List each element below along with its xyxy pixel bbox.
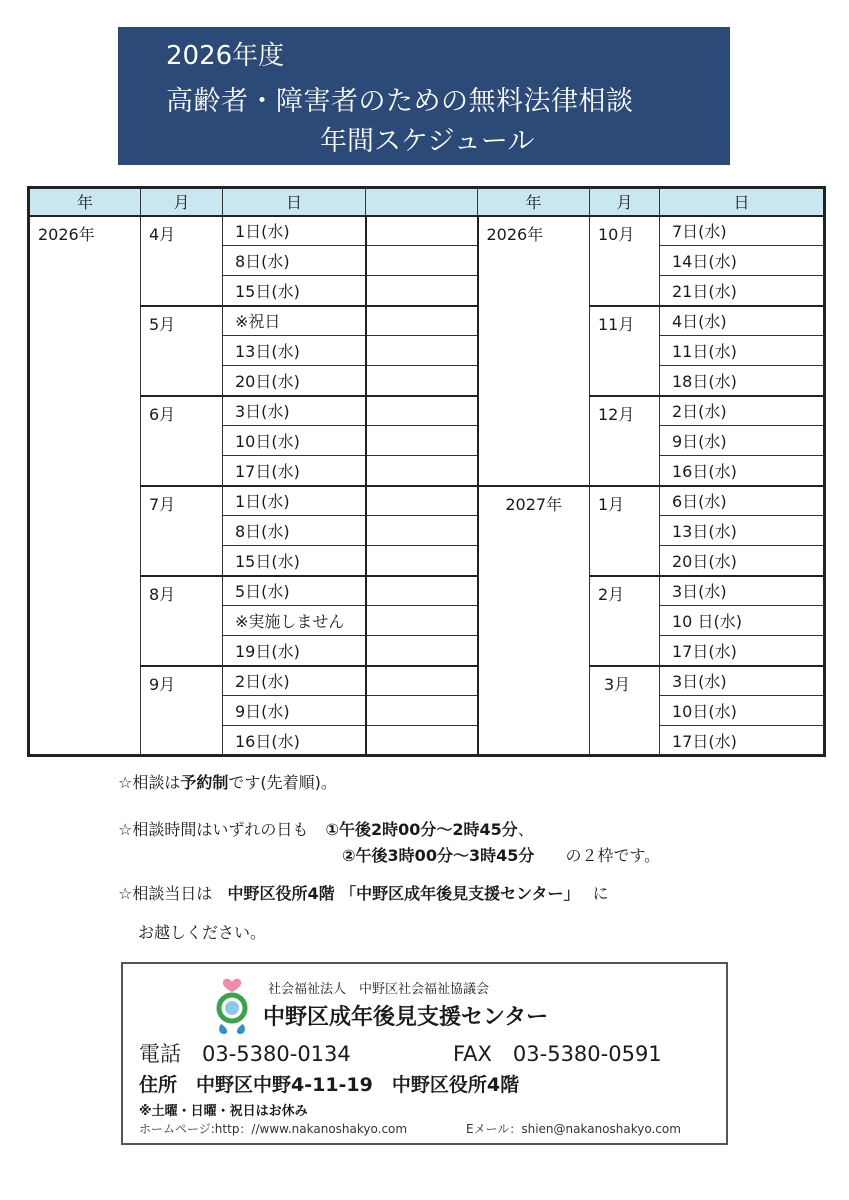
blank-cell [366,396,478,426]
day-cell: 13日(水) [660,516,825,546]
note-reservation-bold: 予約制 [180,773,229,792]
day-cell: 2日(水) [660,396,825,426]
table-header-row [29,188,825,216]
note-location: ☆相談当日は 中野区役所4階 「中野区成年後見支援センター」 に [118,884,609,903]
blank-cell [366,246,478,276]
header-month-left: 月 [141,188,223,216]
blank-cell [366,576,478,606]
blank-cell [366,276,478,306]
blank-cell [366,366,478,396]
year-cell-right-b: 2027年 [478,486,590,756]
note-time: ☆相談時間はいずれの日も ①午後2時00分～2時45分、 [118,820,534,839]
header-month-right: 月 [590,188,660,216]
month-cell: 7月 [141,486,223,576]
month-cell: 12月 [590,396,660,486]
blank-cell [366,726,478,756]
fax-number: FAX 03-5380-0591 [453,1042,662,1066]
month-cell: 1月 [590,486,660,576]
month-cell: 6月 [141,396,223,486]
day-cell: 3日(水) [223,396,366,426]
day-cell: 6日(水) [660,486,825,516]
table-row [29,666,825,696]
day-cell: 7日(水) [660,216,825,246]
day-cell: ※実施しません [223,606,366,636]
day-cell: 17日(水) [223,456,366,486]
header-year-left: 年 [29,188,141,216]
day-cell: 10 日(水) [660,606,825,636]
day-cell: 21日(水) [660,276,825,306]
center-logo-icon [207,976,257,1036]
day-cell: 16日(水) [223,726,366,756]
header-day-right: 日 [660,188,825,216]
phone-number: 電話 03-5380-0134 [139,1042,351,1066]
closed-days: ※土曜・日曜・祝日はお休み [139,1104,308,1119]
year-cell-left: 2026年 [29,216,141,756]
table-row [29,396,825,426]
table-row [29,306,825,336]
note-reservation: ☆相談は予約制です(先着順)。 [118,773,337,792]
month-cell: 11月 [590,306,660,396]
day-cell: 14日(水) [660,246,825,276]
header-day-left: 日 [223,188,366,216]
day-cell: 4日(水) [660,306,825,336]
day-cell: 9日(水) [660,426,825,456]
day-cell: 15日(水) [223,276,366,306]
blank-cell [366,666,478,696]
header-year-right: 年 [478,188,590,216]
table-row [29,216,825,246]
blank-cell [366,306,478,336]
day-cell: 15日(水) [223,546,366,576]
day-cell: 8日(水) [223,246,366,276]
title-banner [118,27,730,165]
day-cell: 3日(水) [660,666,825,696]
month-cell: 4月 [141,216,223,306]
email: Eメール：shien@nakanoshakyo.com [466,1122,681,1136]
day-cell: 10日(水) [223,426,366,456]
blank-cell [366,606,478,636]
day-cell: 19日(水) [223,636,366,666]
day-cell: 3日(水) [660,576,825,606]
month-cell: 2月 [590,576,660,666]
schedule-table [27,186,826,757]
time-slot-1: ①午後2時00分～2時45分 [325,820,518,839]
day-cell: 17日(水) [660,726,825,756]
month-cell: 9月 [141,666,223,756]
blank-cell [366,486,478,516]
day-cell: 8日(水) [223,516,366,546]
month-cell: 3月 [590,666,660,756]
address: 住所 中野区中野4-11-19 中野区役所4階 [139,1074,520,1096]
note-location-2: お越しください。 [138,923,267,942]
org-name: 社会福祉法人 中野区社会福祉協議会 [268,982,490,997]
blank-cell [366,696,478,726]
day-cell: 11日(水) [660,336,825,366]
month-cell: 8月 [141,576,223,666]
time-slot-2: ②午後3時00分～3時45分 [342,846,535,865]
day-cell: 20日(水) [223,366,366,396]
blank-cell [366,636,478,666]
blank-cell [366,216,478,246]
day-cell: 9日(水) [223,696,366,726]
contact-box [121,962,728,1145]
month-cell: 10月 [590,216,660,306]
day-cell: ※祝日 [223,306,366,336]
blank-cell [366,336,478,366]
title-main: 高齢者・障害者のための無料法律相談 [166,86,634,117]
blank-cell [366,546,478,576]
blank-cell [366,456,478,486]
day-cell: 1日(水) [223,486,366,516]
year-cell-right-a: 2026年 [478,216,590,486]
title-year: 2026年度 [166,41,285,71]
day-cell: 5日(水) [223,576,366,606]
table-row [29,576,825,606]
day-cell: 18日(水) [660,366,825,396]
blank-cell [366,516,478,546]
day-cell: 2日(水) [223,666,366,696]
website: ホームページ:http：//www.nakanoshakyo.com [139,1122,408,1136]
day-cell: 17日(水) [660,636,825,666]
day-cell: 10日(水) [660,696,825,726]
day-cell: 16日(水) [660,456,825,486]
day-cell: 13日(水) [223,336,366,366]
table-row [29,486,825,516]
header-blank [366,188,478,216]
blank-cell [366,426,478,456]
day-cell: 1日(水) [223,216,366,246]
title-sub: 年間スケジュール [320,126,535,157]
day-cell: 20日(水) [660,546,825,576]
center-name: 中野区成年後見支援センター [263,1005,549,1030]
note-location-bold: 中野区役所4階 「中野区成年後見支援センター」 [227,884,580,903]
month-cell: 5月 [141,306,223,396]
note-time-2: ②午後3時00分～3時45分 の２枠です。 [342,846,661,865]
